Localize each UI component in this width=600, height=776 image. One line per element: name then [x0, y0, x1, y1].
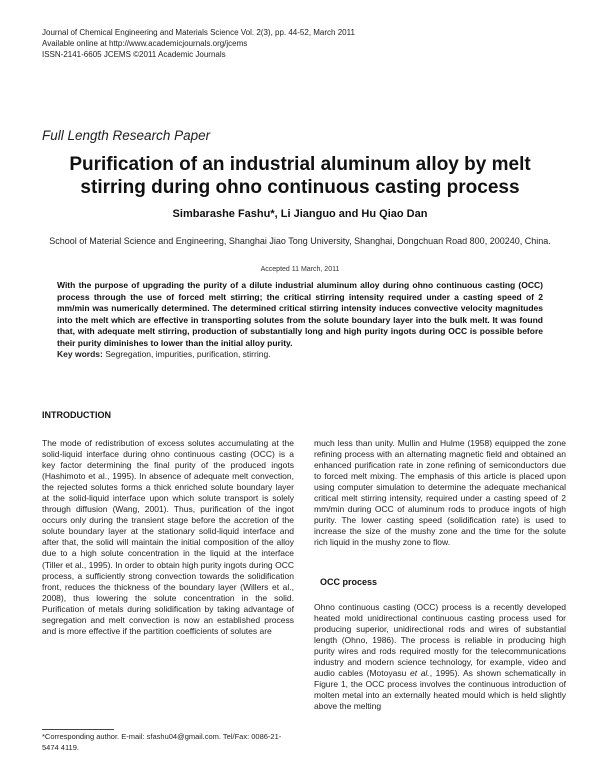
occ-text-part-a: Ohno continuous casting (OCC) process is a recently developed heated mold unidirectional continuous casting process used for producing superior, unidirectional rods and wires of substantial length (Ohno, 1986). The process is reliable in producing high purity wires and rods required mostly for the telecommunications industry and modern science technology, for example, video and audio cables (Motoyasu — [314, 602, 566, 679]
author-affiliation: School of Material Science and Engineering, Shanghai Jiao Tong University, Shanghai, Dongchuan Road 800, 200240, China. — [49, 236, 551, 246]
intro-left-column: The mode of redistribution of excess solutes accumulating at the solid-liquid interface during ohno continuous casting (OCC) is a key factor determining the final purity of the produced ingots (Hashimoto et al., 1995). In absence of adequate melt convection, the rejected solutes forms a thick enriched solute boundary layer at the solid-liquid interface upon which solute transport is solely through diffusion (Wang, 2001). Thus, purification of the ingot occurs only during the transient stage before the accretion of the solute boundary layer at the stationary solid-liquid interface and after that, the solid will maintain the initial composition of the alloy due to a high solute concentration in the liquid at the interface (Tiller et al., 1995). In order to obtain high purity ingots during OCC process, a sufficiently strong convection towards the solidification front, reduces the thickness of the boundary layer (Willers et al., 2008), thus lowering the solute concentration in the solid. Purification of metals during solidification by taking advantage of segregation and melt convection is now an established process and is more effective if the partition coefficients of solutes are — [42, 438, 294, 636]
intro-right-column: much less than unity. Mullin and Hulme (1958) equipped the zone refining process with an alternating magnetic field and obtained an enhanced purification rate in zone refining of semiconductors due to forced melt mixing. The emphasis of this article is placed upon using computer simulation to determine the adequate mechanical critical melt stirring intensity, required under a casting speed of 2 mm/min during OCC of aluminum rods to produce ingots of high purity. The lower casting speed (solidification rate) is used to increase the size of the mushy zone and the time for the solute rich liquid in the mushy zone to flow. — [314, 438, 566, 548]
occ-process-text — [314, 602, 566, 712]
corresponding-author-footnote: *Corresponding author. E-mail: sfashu04@gmail.com. Tel/Fax: 0086-21-5474 4119. — [42, 732, 282, 752]
section-heading-occ-process: OCC process — [320, 577, 378, 587]
keywords-text: Segregation, impurities, purification, stirring. — [102, 349, 271, 359]
journal-citation: Journal of Chemical Engineering and Materials Science Vol. 2(3), pp. 44-52, March 2011 — [42, 28, 355, 37]
abstract: With the purpose of upgrading the purity of a dilute industrial aluminum alloy during ohno continuous casting (OCC) process through the use of forced melt stirring; the critical stirring intensity required under a casting speed of 2 mm/min was numerically determined. The determined critical stirring intensity induces convective velocity magnitudes into the melt which are effective in transporting solutes from the solute boundary layer into the bulk melt. It was found that, with adequate melt stirring, production of substantially long and high purity ingots during OCC is possible before their purity diminishes to lower than the initial alloy purity. — [57, 280, 543, 348]
paper-category: Full Length Research Paper — [42, 128, 211, 143]
journal-header — [42, 27, 355, 60]
journal-issn: ISSN-2141-6605 JCEMS ©2011 Academic Journals — [42, 50, 226, 59]
keywords-label: Key words: — [57, 349, 103, 359]
accepted-date: Accepted 11 March, 2011 — [260, 266, 340, 273]
paper-authors: Simbarashe Fashu*, Li Jianguo and Hu Qiao Dan — [172, 208, 428, 220]
occ-text-part-b: , 1995). As shown schematically in Figure 1, the OCC process involves the continuous introduction of molten metal into an externally heated mould which is held slightly above the melting — [314, 668, 566, 712]
paper-title: Purification of an industrial aluminum alloy by melt stirring during ohno continuous casting process — [69, 154, 531, 198]
keywords — [57, 349, 543, 359]
footnote-divider — [42, 729, 114, 730]
journal-url: Available online at http://www.academicjournals.org/jcems — [42, 39, 248, 48]
occ-text-italic: et al. — [409, 668, 430, 679]
section-heading-introduction: INTRODUCTION — [42, 410, 111, 420]
